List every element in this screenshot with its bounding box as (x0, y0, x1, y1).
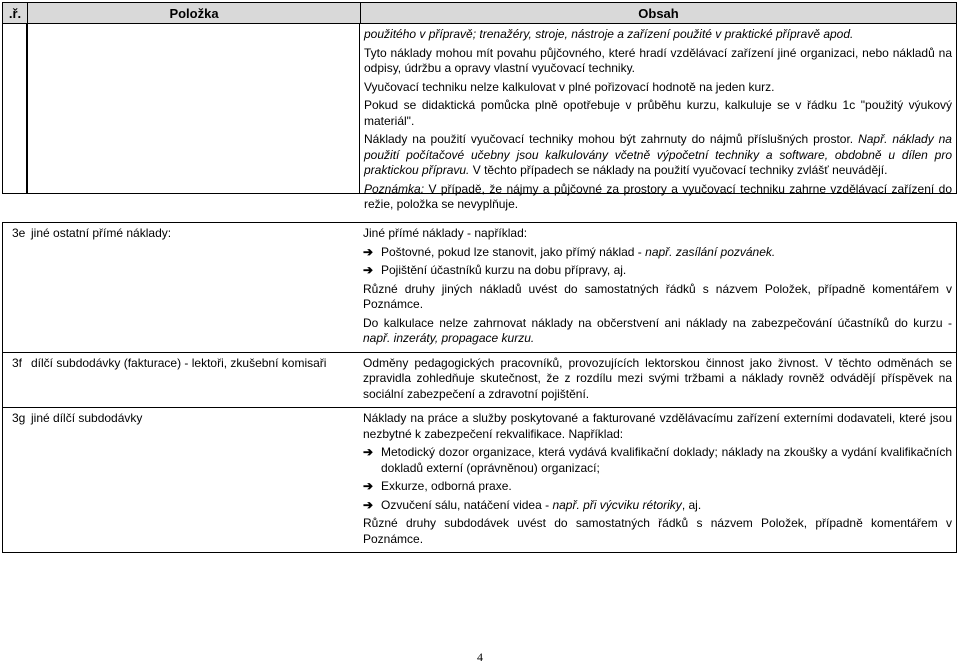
text: Tyto náklady mohou mít povahu půjčovného, které hradí vzdělávací zařízení jiné organizaci, nebo nákladů na odpisy, údržbu a opravy vlastní vyučovací techniky. (364, 45, 952, 75)
row-content (359, 408, 956, 552)
header-number: .ř. (8, 6, 22, 21)
italic-text: Např. náklady na použití počítačové učebny jsou kalkulovány včetně výpočetní techniky a software, obdobně u dílen pro praktickou přípravu. (364, 132, 952, 177)
row-item-empty (27, 24, 359, 193)
bullet-text (381, 245, 775, 261)
bullet-item (363, 245, 952, 261)
text: Do kalkulace nelze zahrnovat náklady na občerstvení ani náklady na zabezpečování účastníků do kurzu - (363, 315, 952, 330)
paragraph (363, 316, 952, 347)
arrow-right-icon: ➔ (363, 445, 374, 459)
paragraph (363, 411, 952, 442)
text: Exkurze, odborná praxe. (381, 479, 512, 493)
row-content (359, 223, 956, 352)
table-row-continued (2, 24, 957, 211)
text: V těchto případech se náklady na použití vyučovací techniky zvlášť neuvádějí. (469, 163, 888, 177)
bullet-text (381, 498, 701, 514)
italic-text: Poznámka: (364, 181, 425, 196)
row-item: jiné dílčí subdodávky (31, 411, 143, 425)
table-row (2, 222, 957, 352)
row-item: dílčí subdodávky (fakturace) - lektoři, zkušební komisaři (31, 355, 327, 370)
row-number: 3f (12, 355, 23, 370)
bullet-item (363, 498, 952, 514)
text: Odměny pedagogických pracovníků, provozujících lektorskou činnost jako živnost. V těchto odměnách se zpravidla zohledňuje skutečnost, že z rozdílu mezi svými tržbami a náklady rovněž odvádějí příspěvek na sociální zabezpečení a zdravotní pojištění. (363, 355, 952, 401)
bullet-item (363, 479, 952, 495)
text: Ozvučení sálu, natáčení videa - (381, 497, 553, 512)
header-item: Položka (27, 3, 360, 23)
bullet-item (363, 445, 952, 476)
table-row (2, 352, 957, 408)
text: Náklady na použití vyučovací techniky mohou být zahrnuty do nájmů příslušných prostor. (364, 132, 859, 146)
text: Různé druhy jiných nákladů uvést do samostatných řádků s názvem Položek, případně komentářem v Poznámce. (363, 281, 952, 311)
table-row (2, 407, 957, 553)
page-number: 4 (477, 650, 483, 664)
italic-text: např. při výcviku rétoriky (552, 497, 682, 512)
row-number: 3g (12, 411, 26, 425)
bullet-text (381, 479, 512, 495)
text: V případě, že nájmy a půjčovné za prostory a vyučovací techniku zahrne vzdělávací zařízení do režie, položka se nevyplňuje. (364, 181, 952, 211)
text: Metodický dozor organizace, která vydává kvalifikační doklady; náklady na zkoušky a vydání kvalifikačních dokladů externí (oprávněnou) organizací; (381, 445, 952, 475)
text: Různé druhy subdodávek uvést do samostatných řádků s názvem Položek, případně komentářem v Poznámce. (363, 516, 952, 546)
paragraph (364, 80, 952, 96)
arrow-right-icon: ➔ (363, 244, 374, 259)
text: Jiné přímé náklady - například: (363, 226, 528, 240)
italic-text: použitého v přípravě; trenažéry, stroje, nástroje a zařízení použité v praktické přípravě apod. (364, 27, 854, 41)
paragraph (364, 98, 952, 129)
paragraph (364, 27, 952, 43)
costs-table (2, 2, 957, 553)
paragraph (363, 282, 952, 313)
paragraph (363, 356, 952, 403)
text: Pojištění účastníků kurzu na dobu přípravy, aj. (381, 263, 627, 277)
italic-text: např. zasílání pozvánek. (645, 244, 776, 259)
paragraph (363, 516, 952, 547)
arrow-right-icon: ➔ (363, 263, 374, 277)
text: , aj. (681, 497, 702, 512)
row-number: 3e (12, 226, 26, 240)
row-content-continued (359, 24, 956, 211)
paragraph (364, 182, 952, 213)
text: Vyučovací techniku nelze kalkulovat v plné pořizovací hodnotě na jeden kurz. (364, 79, 775, 94)
paragraph (364, 132, 952, 179)
arrow-right-icon: ➔ (363, 479, 374, 493)
text: Poštovné, pokud lze stanovit, jako přímý náklad - (381, 244, 646, 259)
row-content (359, 353, 956, 408)
italic-text: např. inzeráty, propagace kurzu. (363, 331, 535, 345)
bullet-text (381, 445, 952, 476)
row-number-empty (3, 24, 27, 193)
paragraph (363, 226, 952, 242)
row-item: jiné ostatní přímé náklady: (31, 226, 172, 240)
paragraph (364, 46, 952, 77)
header-content: Obsah (360, 3, 956, 23)
text: Náklady na práce a služby poskytované a fakturované vzdělávacímu zařízení externími dodavateli, které jsou nezbytné k zabezpečení rekvalifikace. Například: (363, 411, 952, 441)
bullet-text (381, 263, 626, 279)
arrow-right-icon: ➔ (363, 497, 374, 512)
table-header (2, 2, 957, 24)
text: Pokud se didaktická pomůcka plně opotřebuje v průběhu kurzu, kalkuluje se v řádku 1c "použitý výukový materiál". (364, 98, 952, 128)
bullet-item (363, 263, 952, 279)
